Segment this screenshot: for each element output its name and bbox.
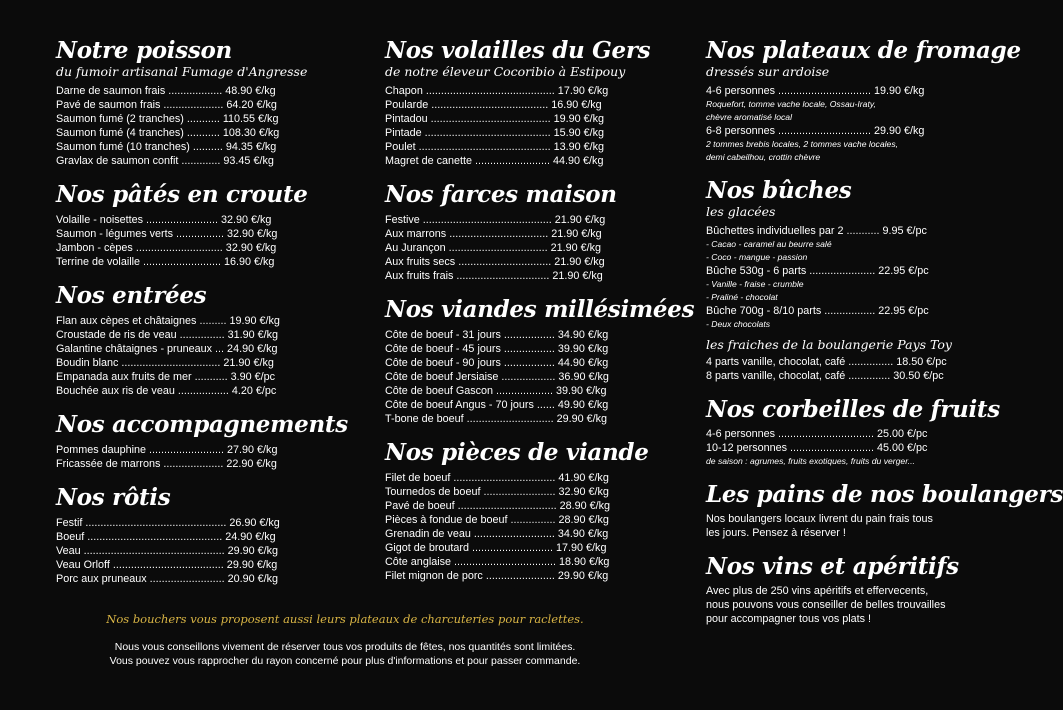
menu-item: Jambon - cèpes ............................. 32.90 €/kg: [56, 242, 277, 254]
menu-item: Veau ............................................... 29.90 €/kg: [56, 545, 279, 557]
menu-item: 6-8 personnes ............................... 29.90 €/kg: [706, 125, 925, 137]
menu-item: Côte de boeuf - 31 jours ................. 34.90 €/kg: [385, 329, 609, 341]
footer-line-1: Nous vous conseillons vivement de réserver tous vos produits de fêtes, nos quantités sont limitées.: [114, 641, 576, 653]
section-subtitle: du fumoir artisanal Fumage d'Angresse: [56, 64, 308, 79]
section-title: Nos entrées: [56, 282, 207, 309]
menu-section: [385, 182, 625, 283]
menu-item: Côte de boeuf - 90 jours ................. 44.90 €/kg: [385, 357, 609, 369]
menu-item: Magret de canette ......................... 44.90 €/kg: [385, 155, 604, 167]
footer-notice: [0, 640, 690, 668]
section-title: Nos viandes millésimées: [385, 296, 695, 323]
menu-item: Aux fruits secs ............................... 21.90 €/kg: [385, 256, 605, 268]
menu-item: Grenadin de veau ........................... 34.90 €/kg: [385, 528, 609, 540]
section-subtitle: les glacées: [706, 204, 776, 219]
menu-item: 4-6 personnes ................................ 25.00 €/pc: [706, 428, 928, 440]
item-note: 2 tommes brebis locales, 2 tommes vache locales,: [706, 139, 899, 149]
section-text: Avec plus de 250 vins apéritifs et effervecents, nous pouvons vous conseiller de belles trouvailles pour accompagner tous vos plats !: [706, 585, 946, 625]
menu-item: Au Jurançon ................................. 21.90 €/kg: [385, 242, 602, 254]
menu-section: [56, 37, 308, 168]
footer-line-2: Vous pouvez vous rapprocher du rayon concerné pour plus d'informations et pour passer commande.: [109, 655, 581, 667]
section-title: Notre poisson: [56, 37, 232, 64]
menu-item: Côte anglaise .................................. 18.90 €/kg: [385, 556, 610, 568]
menu-item: Bûchettes individuelles par 2 ........... 9.95 €/pc: [706, 225, 927, 237]
section-buches: [706, 177, 952, 383]
menu-section: [385, 296, 695, 426]
menu-item: Porc aux pruneaux ......................... 20.90 €/kg: [56, 573, 279, 585]
section-title: Nos rôtis: [56, 484, 171, 511]
menu-item: Volaille - noisettes ........................ 32.90 €/kg: [56, 214, 272, 226]
menu-section: [56, 283, 296, 398]
section-title: Nos pâtés en croute: [56, 181, 308, 208]
menu-item: Poulet ............................................ 13.90 €/kg: [385, 141, 605, 153]
footer-highlight: Nos bouchers vous proposent aussi leurs plateaux de charcuteries pour raclettes.: [106, 612, 584, 626]
section-title: Nos farces maison: [385, 181, 617, 208]
menu-section: [56, 485, 296, 586]
section-title: Nos vins et apéritifs: [706, 553, 959, 580]
menu-item: Festif ............................................... 26.90 €/kg: [56, 517, 280, 529]
menu-item: Darne de saumon frais .................. 48.90 €/kg: [56, 85, 276, 97]
item-note: - Praliné - chocolat: [706, 292, 778, 302]
item-note: - Vanille - fraise - crumble: [706, 279, 804, 289]
item-note: demi cabeilhou, crottin chèvre: [706, 152, 821, 162]
menu-item: Festive ........................................... 21.90 €/kg: [385, 214, 606, 226]
menu-item: Filet mignon de porc ....................... 29.90 €/kg: [385, 570, 609, 582]
section-title: Nos pièces de viande: [385, 439, 649, 466]
item-note: - Cacao - caramel au beurre salé: [706, 239, 832, 249]
menu-item: Bouchée aux ris de veau ................. 4.20 €/pc: [56, 385, 277, 397]
menu-item: Bûche 530g - 6 parts ...................... 22.95 €/pc: [706, 265, 929, 277]
menu-item: 4-6 personnes ............................... 19.90 €/kg: [706, 85, 925, 97]
column-right: [706, 37, 1063, 640]
menu-item: Tournedos de boeuf ........................ 32.90 €/kg: [385, 486, 609, 498]
item-note: de saison : agrumes, fruits exotiques, fruits du verger...: [706, 456, 915, 466]
section-text: Nos boulangers locaux livrent du pain frais tous les jours. Pensez à réserver !: [706, 513, 933, 539]
menu-item: Côte de boeuf - 45 jours ................. 39.90 €/kg: [385, 343, 609, 355]
section-vins: [706, 553, 959, 626]
menu-item: 8 parts vanille, chocolat, café .............. 30.50 €/pc: [706, 370, 944, 382]
menu-item: Veau Orloff ..................................... 29.90 €/kg: [56, 559, 278, 571]
menu-item: Côte de boeuf Angus - 70 jours ...... 49.90 €/kg: [385, 399, 609, 411]
column-middle: [385, 37, 695, 597]
menu-item: Fricassée de marrons .................... 22.90 €/kg: [56, 458, 277, 470]
menu-item: Pommes dauphine ......................... 27.90 €/kg: [56, 444, 278, 456]
item-note: - Deux chocolats: [706, 319, 771, 329]
menu-item: Chapon ........................................... 17.90 €/kg: [385, 85, 609, 97]
menu-item: Côte de boeuf Jersiaise .................. 36.90 €/kg: [385, 371, 609, 383]
section-corbeilles-fruits: [706, 396, 1000, 468]
menu-item: Croustade de ris de veau ............... 31.90 €/kg: [56, 329, 279, 341]
menu-item: Flan aux cèpes et châtaignes ......... 19.90 €/kg: [56, 315, 280, 327]
menu-section: [56, 181, 308, 269]
menu-item: Terrine de volaille .......................... 16.90 €/kg: [56, 256, 275, 268]
section-subtitle-boulangerie: les fraiches de la boulangerie Pays Toy: [706, 337, 952, 352]
menu-section: [385, 439, 649, 583]
menu-section: [385, 37, 651, 168]
menu-item: Pavé de boeuf ................................. 28.90 €/kg: [385, 500, 611, 512]
item-note: chèvre aromatisé local: [706, 112, 792, 122]
menu-item: Bûche 700g - 8/10 parts ................. 22.95 €/pc: [706, 305, 929, 317]
item-note: Roquefort, tomme vache locale, Ossau-Iraty,: [706, 99, 876, 109]
menu-item: Galantine châtaignes - pruneaux ... 24.90 €/kg: [56, 343, 278, 355]
item-note: - Coco - mangue - passion: [706, 252, 808, 262]
menu-item: Boeuf ............................................. 24.90 €/kg: [56, 531, 276, 543]
menu-item: Filet de boeuf .................................. 41.90 €/kg: [385, 472, 609, 484]
section-title: Nos volailles du Gers: [385, 37, 651, 64]
menu-item: T-bone de boeuf ............................. 29.90 €/kg: [385, 413, 608, 425]
section-title: Nos plateaux de fromage: [706, 37, 1021, 64]
section-subtitle: de notre éleveur Cocoribio à Estipouy: [385, 64, 626, 79]
menu-item: Pavé de saumon frais .................... 64.20 €/kg: [56, 99, 277, 111]
menu-item: Pintadou ........................................ 19.90 €/kg: [385, 113, 605, 125]
section-plateaux-fromage: [706, 37, 1021, 164]
menu-item: Empanada aux fruits de mer ........... 3.90 €/pc: [56, 371, 276, 383]
section-title: Nos bûches: [706, 177, 852, 204]
menu-item: Saumon fumé (10 tranches) .......... 94.35 €/kg: [56, 141, 277, 153]
menu-item: Saumon - légumes verts ................ 32.90 €/kg: [56, 228, 278, 240]
menu-item: Boudin blanc ................................. 21.90 €/kg: [56, 357, 274, 369]
menu-item: Gigot de broutard ........................... 17.90 €/kg: [385, 542, 607, 554]
menu-item: Côte de boeuf Gascon ................... 39.90 €/kg: [385, 385, 607, 397]
section-subtitle: dressés sur ardoise: [706, 64, 830, 79]
menu-item: Saumon fumé (2 tranches) ........... 110.55 €/kg: [56, 113, 279, 125]
menu-item: 10-12 personnes ............................ 45.00 €/pc: [706, 442, 928, 454]
section-title: Nos corbeilles de fruits: [706, 396, 1000, 423]
section-pains: [706, 481, 1063, 540]
menu-item: 4 parts vanille, chocolat, café ............... 18.50 €/pc: [706, 356, 947, 368]
section-title: Les pains de nos boulangers: [706, 481, 1063, 508]
menu-item: Aux marrons ................................. 21.90 €/kg: [385, 228, 602, 240]
section-title: Nos accompagnements: [56, 411, 348, 438]
menu-item: Aux fruits frais ............................... 21.90 €/kg: [385, 270, 603, 282]
menu-item: Poularde ....................................... 16.90 €/kg: [385, 99, 602, 111]
menu-item: Pintade .......................................... 15.90 €/kg: [385, 127, 605, 139]
column-left: [56, 37, 348, 600]
menu-item: Pièces à fondue de boeuf ............... 28.90 €/kg: [385, 514, 609, 526]
menu-item: Saumon fumé (4 tranches) ........... 108.30 €/kg: [56, 127, 280, 139]
menu-section: [56, 411, 348, 471]
menu-item: Gravlax de saumon confit ............. 93.45 €/kg: [56, 155, 274, 167]
